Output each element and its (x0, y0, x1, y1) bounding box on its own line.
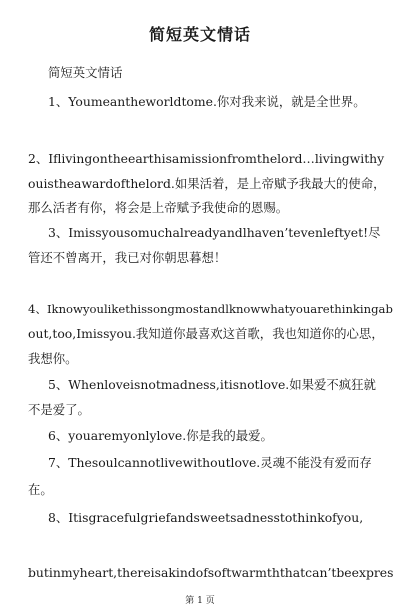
text-line: 8、Itisgracefulgriefandsweetsadnesstothinkofyou, (48, 510, 364, 525)
text-line: 6、youaremyonlylove.你是我的最爱。 (48, 428, 273, 443)
page-number: 第 1 页 (185, 596, 215, 606)
text-line: ouistheawardofthelord.如果活着，是上帝赋予我最大的使命， (28, 176, 386, 191)
text-line: 那么活者有你，将会是上帝赋予我使命的恩赐。 (28, 200, 289, 215)
text-line: 5、Whenloveisnotmadness,itisnotlove.如果爱不疯狂就 (48, 377, 376, 392)
text-line: 7、Thesoulcannotlivewithoutlove.灵魂不能没有爱而存 (48, 455, 372, 470)
text-line: 不是爱了。 (28, 402, 90, 417)
text-line: 4、Iknowyoulikethissongmostandlknowwhatyouarethinkingab (28, 302, 393, 316)
text-line: 在。 (28, 482, 53, 497)
text-line: 3、Imissyousomuchalreadyandlhaven’tevenleftyet!尽 (48, 225, 381, 240)
text-line: out,too,Imissyou.我知道你最喜欢这首歌，我也知道你的心思， (28, 326, 384, 341)
subtitle-line: 简短英文情话 (48, 65, 123, 80)
text-line: 2、Iflivingontheearthisamissionfromthelord…livingwithy (28, 151, 385, 166)
text-line: 1、Youmeantheworldtome.你对我来说，就是全世界。 (48, 94, 366, 109)
text-line: 管还不曾离开，我已对你朝思暮想！ (28, 250, 227, 265)
text-line: 我想你。 (28, 351, 78, 366)
page-title: 简短英文情话 (148, 25, 251, 44)
text-line: butinmyheart,thereisakindofsoftwarmththatcan’tbeexpres (28, 565, 394, 580)
